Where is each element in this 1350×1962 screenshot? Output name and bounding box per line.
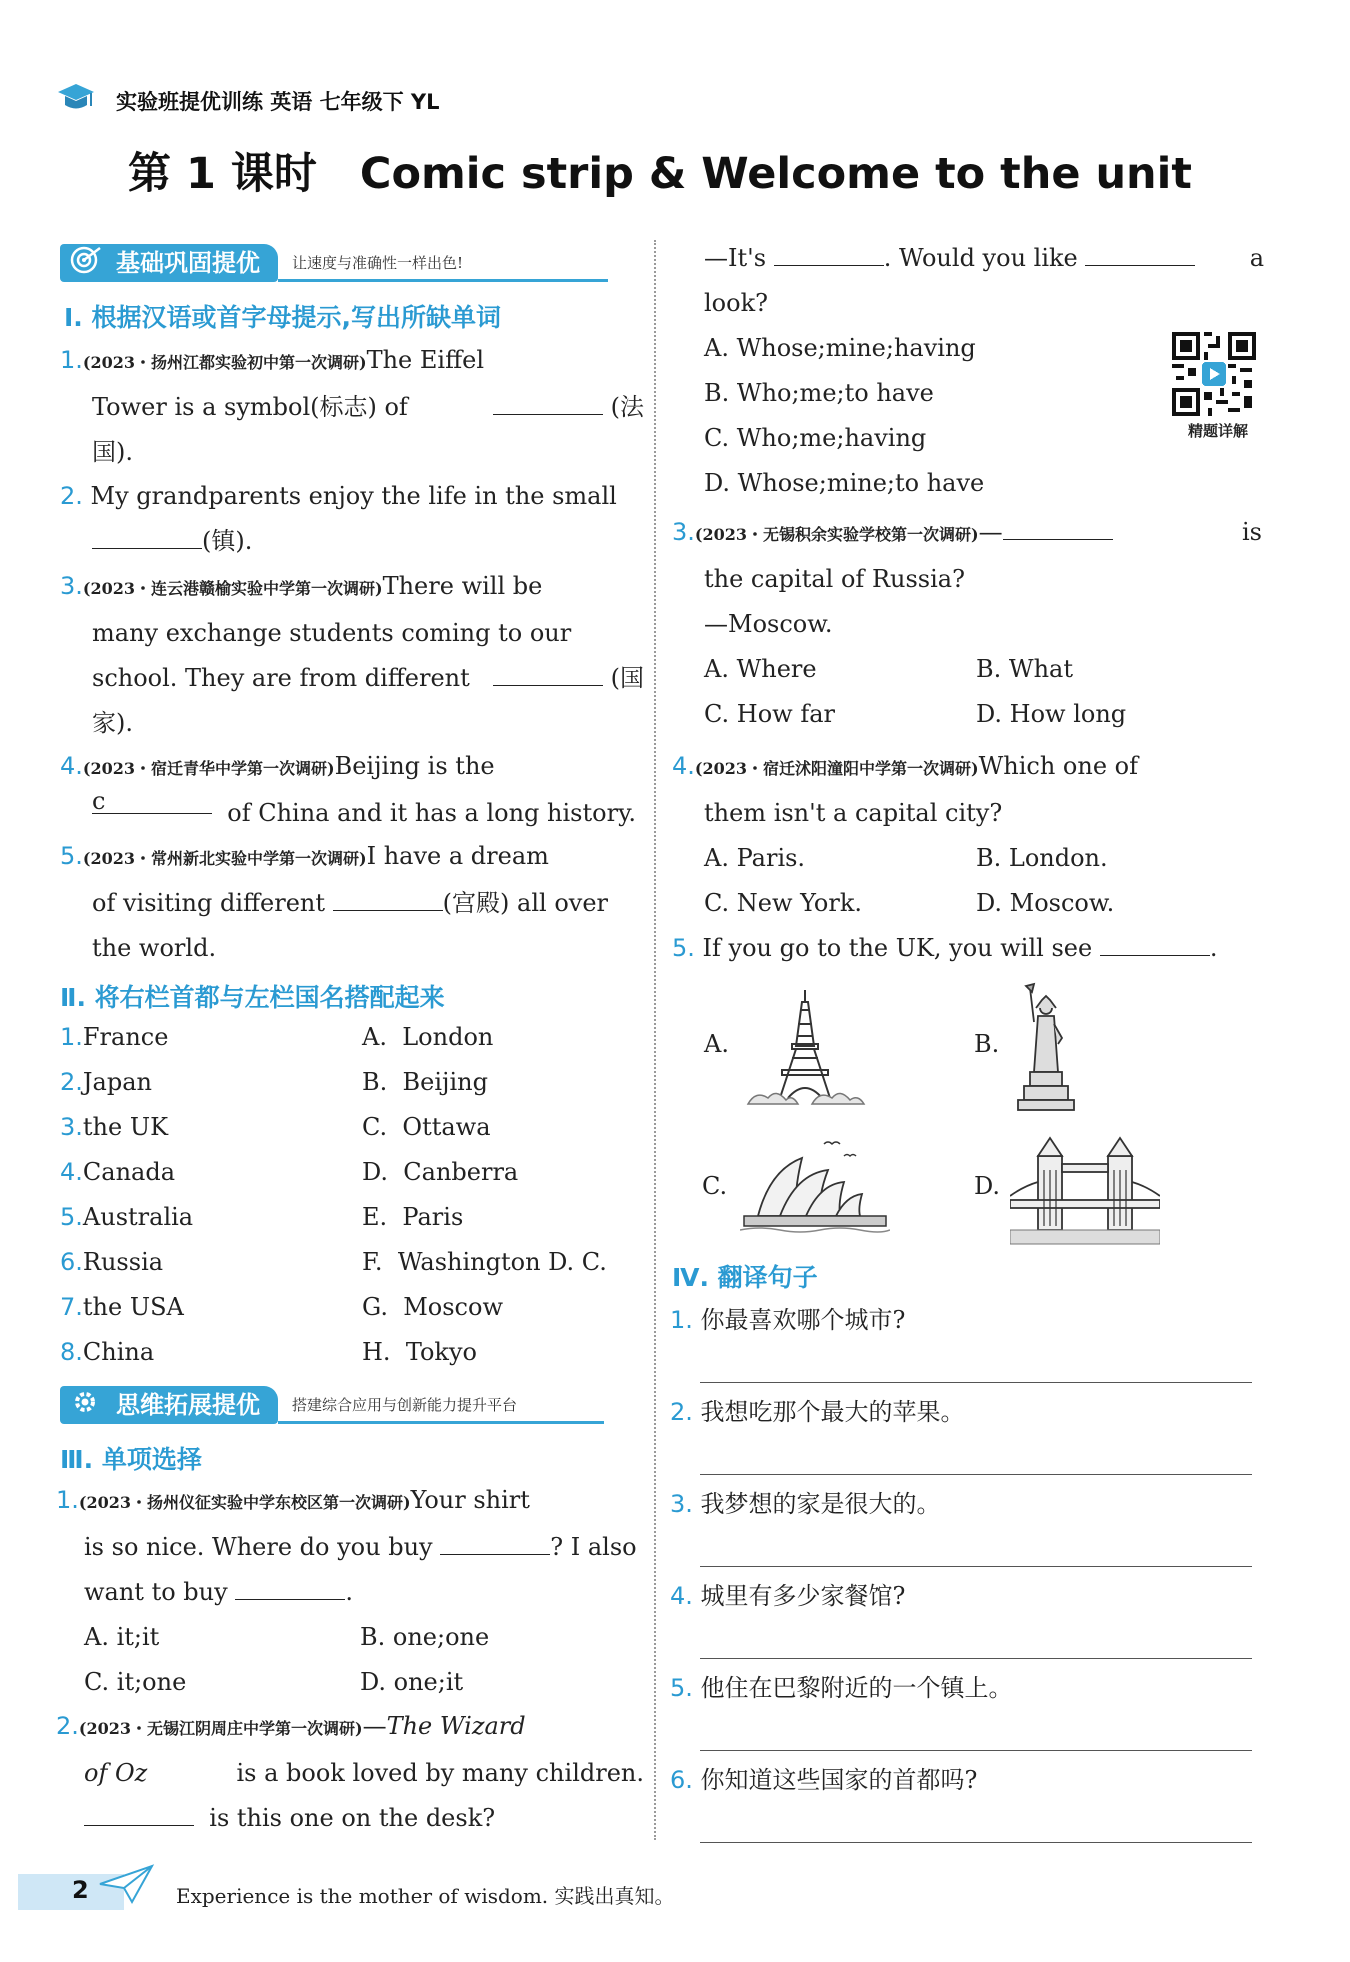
translate-item: 6. 你知道这些国家的首都吗?: [670, 1766, 978, 1794]
section-title-1: Ⅰ. 根据汉语或首字母提示,写出所缺单词: [64, 303, 502, 332]
match-row: 3.the UK: [60, 1113, 168, 1141]
section-title-3: Ⅲ. 单项选择: [60, 1445, 202, 1474]
match-row: 4.Canada: [60, 1158, 176, 1186]
answer-blank[interactable]: [235, 1577, 345, 1600]
paper-plane-icon: [96, 1862, 156, 1906]
match-row: 7.the USA: [60, 1293, 184, 1321]
gear-icon: [70, 1388, 102, 1416]
match-capital: E. Paris: [362, 1203, 464, 1231]
banner-slogan: 搭建综合应用与创新能力提升平台: [278, 1394, 604, 1424]
answer-blank[interactable]: [1003, 517, 1113, 540]
answer-blank[interactable]: [1085, 243, 1195, 266]
banner-label: 基础巩固提优: [60, 244, 278, 282]
question-3-2-cont: —It's . Would you like a look? A. Whose;mine;having B. Who;me;to have C. Who;me;having D. Whose;mine;to have: [704, 236, 1264, 506]
answer-blank[interactable]: [333, 888, 443, 911]
qr-code-icon[interactable]: [1172, 332, 1256, 416]
answer-blank[interactable]: [493, 663, 603, 686]
match-row: 6.Russia: [60, 1248, 164, 1276]
translate-item: 4. 城里有多少家餐馆?: [670, 1582, 906, 1610]
match-capital: A. London: [362, 1023, 494, 1051]
match-capital: H. Tokyo: [362, 1338, 477, 1366]
question-1-3: 3.(2023・连云港赣榆实验中学第一次调研)There will be many exchange students coming to our school. They are from different (国 家).: [60, 572, 644, 737]
graduation-cap-icon: [56, 82, 96, 114]
target-icon: [70, 246, 102, 274]
option[interactable]: C. New York.: [704, 889, 862, 917]
question-1-2: 2. My grandparents enjoy the life in the small (镇).: [60, 482, 617, 555]
match-row: 1.France: [60, 1023, 169, 1051]
page-title: 第 1 课时 Comic strip & Welcome to the unit: [128, 149, 1192, 199]
match-capital: B. Beijing: [362, 1068, 488, 1096]
option[interactable]: D. one;it: [360, 1668, 464, 1696]
question-1-5: 5.(2023・常州新北实验中学第一次调研)I have a dream of visiting different (宫殿) all over the world.: [60, 842, 608, 962]
column-divider: [654, 240, 656, 1840]
option[interactable]: D. Moscow.: [976, 889, 1115, 917]
translate-item: 1. 你最喜欢哪个城市?: [670, 1306, 906, 1334]
option[interactable]: B. Who;me;to have: [704, 379, 934, 407]
answer-line[interactable]: [700, 1750, 1252, 1751]
question-1-1: 1.(2023・扬州江都实验初中第一次调研)The Eiffel Tower is a symbol(标志) of (法 国).: [60, 346, 644, 466]
option[interactable]: D. How long: [976, 700, 1127, 728]
question-3-4: 4.(2023・宿迁沭阳潼阳中学第一次调研)Which one of them isn't a capital city? A. Paris. B. London. C. New York. D. Moscow.: [672, 744, 1262, 926]
statue-of-liberty-image[interactable]: [1010, 982, 1090, 1116]
option[interactable]: C. Who;me;having: [704, 424, 927, 452]
question-3-5: 5. If you go to the UK, you will see .: [672, 934, 1218, 962]
option[interactable]: B. What: [976, 655, 1073, 683]
section-title-2: Ⅱ. 将右栏首都与左栏国名搭配起来: [60, 983, 445, 1012]
question-3-1: 1.(2023・扬州仪征实验中学东校区第一次调研)Your shirt is so nice. Where do you buy ? I also want to buy . A. it;it B. one;one C. it;one D. one;it: [56, 1478, 644, 1705]
match-row: 2.Japan: [60, 1068, 152, 1096]
answer-blank[interactable]: [1100, 933, 1210, 956]
question-1-4: 4.(2023・宿迁青华中学第一次调研)Beijing is the c of China and it has a long history.: [60, 752, 637, 827]
option[interactable]: A. Where: [704, 655, 817, 683]
option[interactable]: B. one;one: [360, 1623, 490, 1651]
option[interactable]: D. Whose;mine;to have: [704, 469, 985, 497]
answer-blank[interactable]: [493, 392, 603, 415]
option-label[interactable]: A.: [704, 1030, 729, 1058]
option[interactable]: B. London.: [976, 844, 1108, 872]
match-capital: D. Canberra: [362, 1158, 519, 1186]
answer-line[interactable]: [700, 1474, 1252, 1475]
translate-item: 2. 我想吃那个最大的苹果。: [670, 1398, 965, 1426]
tower-bridge-image[interactable]: [1010, 1130, 1160, 1248]
match-capital: F. Washington D. C.: [362, 1248, 607, 1276]
option[interactable]: A. Paris.: [704, 844, 806, 872]
option-label[interactable]: D.: [974, 1172, 1001, 1200]
answer-blank[interactable]: c: [92, 791, 212, 814]
banner-label: 思维拓展提优: [60, 1386, 278, 1424]
option[interactable]: C. How far: [704, 700, 835, 728]
option[interactable]: A. Whose;mine;having: [704, 334, 976, 362]
answer-line[interactable]: [700, 1842, 1252, 1843]
section-banner-basic: [60, 242, 608, 282]
translate-item: 3. 我梦想的家是很大的。: [670, 1490, 941, 1518]
question-3-2: 2.(2023・无锡江阴周庄中学第一次调研)—The Wizard of Oz is a book loved by many children. is this one on the desk?: [56, 1712, 644, 1832]
answer-blank[interactable]: [92, 526, 202, 549]
page-number: 2: [72, 1876, 89, 1904]
match-capital: C. Ottawa: [362, 1113, 491, 1141]
match-row: 8.China: [60, 1338, 155, 1366]
answer-line[interactable]: [700, 1658, 1252, 1659]
option[interactable]: C. it;one: [84, 1668, 187, 1696]
translate-item: 5. 他住在巴黎附近的一个镇上。: [670, 1674, 1013, 1702]
book-header: 实验班提优训练 英语 七年级下 YL: [116, 90, 440, 114]
answer-blank[interactable]: [84, 1803, 194, 1826]
match-capital: G. Moscow: [362, 1293, 503, 1321]
question-3-3: 3.(2023・无锡积余实验学校第一次调研)— is the capital of Russia? —Moscow. A. Where B. What C. How far D. How long: [672, 510, 1262, 737]
option-label[interactable]: C.: [702, 1172, 728, 1200]
qr-caption: 精题详解: [1187, 422, 1248, 440]
section-banner-extend: [60, 1384, 604, 1424]
sydney-opera-house-image[interactable]: [740, 1130, 890, 1240]
eiffel-tower-image[interactable]: [740, 986, 870, 1116]
answer-blank[interactable]: [774, 243, 884, 266]
option-label[interactable]: B.: [974, 1030, 1000, 1058]
answer-blank[interactable]: [440, 1532, 550, 1555]
answer-line[interactable]: [700, 1382, 1252, 1383]
banner-slogan: 让速度与准确性一样出色!: [278, 252, 608, 282]
section-title-4: Ⅳ. 翻译句子: [672, 1263, 818, 1292]
option[interactable]: A. it;it: [84, 1623, 160, 1651]
answer-line[interactable]: [700, 1566, 1252, 1567]
footer-quote: Experience is the mother of wisdom. 实践出真知。: [176, 1884, 675, 1908]
match-row: 5.Australia: [60, 1203, 194, 1231]
